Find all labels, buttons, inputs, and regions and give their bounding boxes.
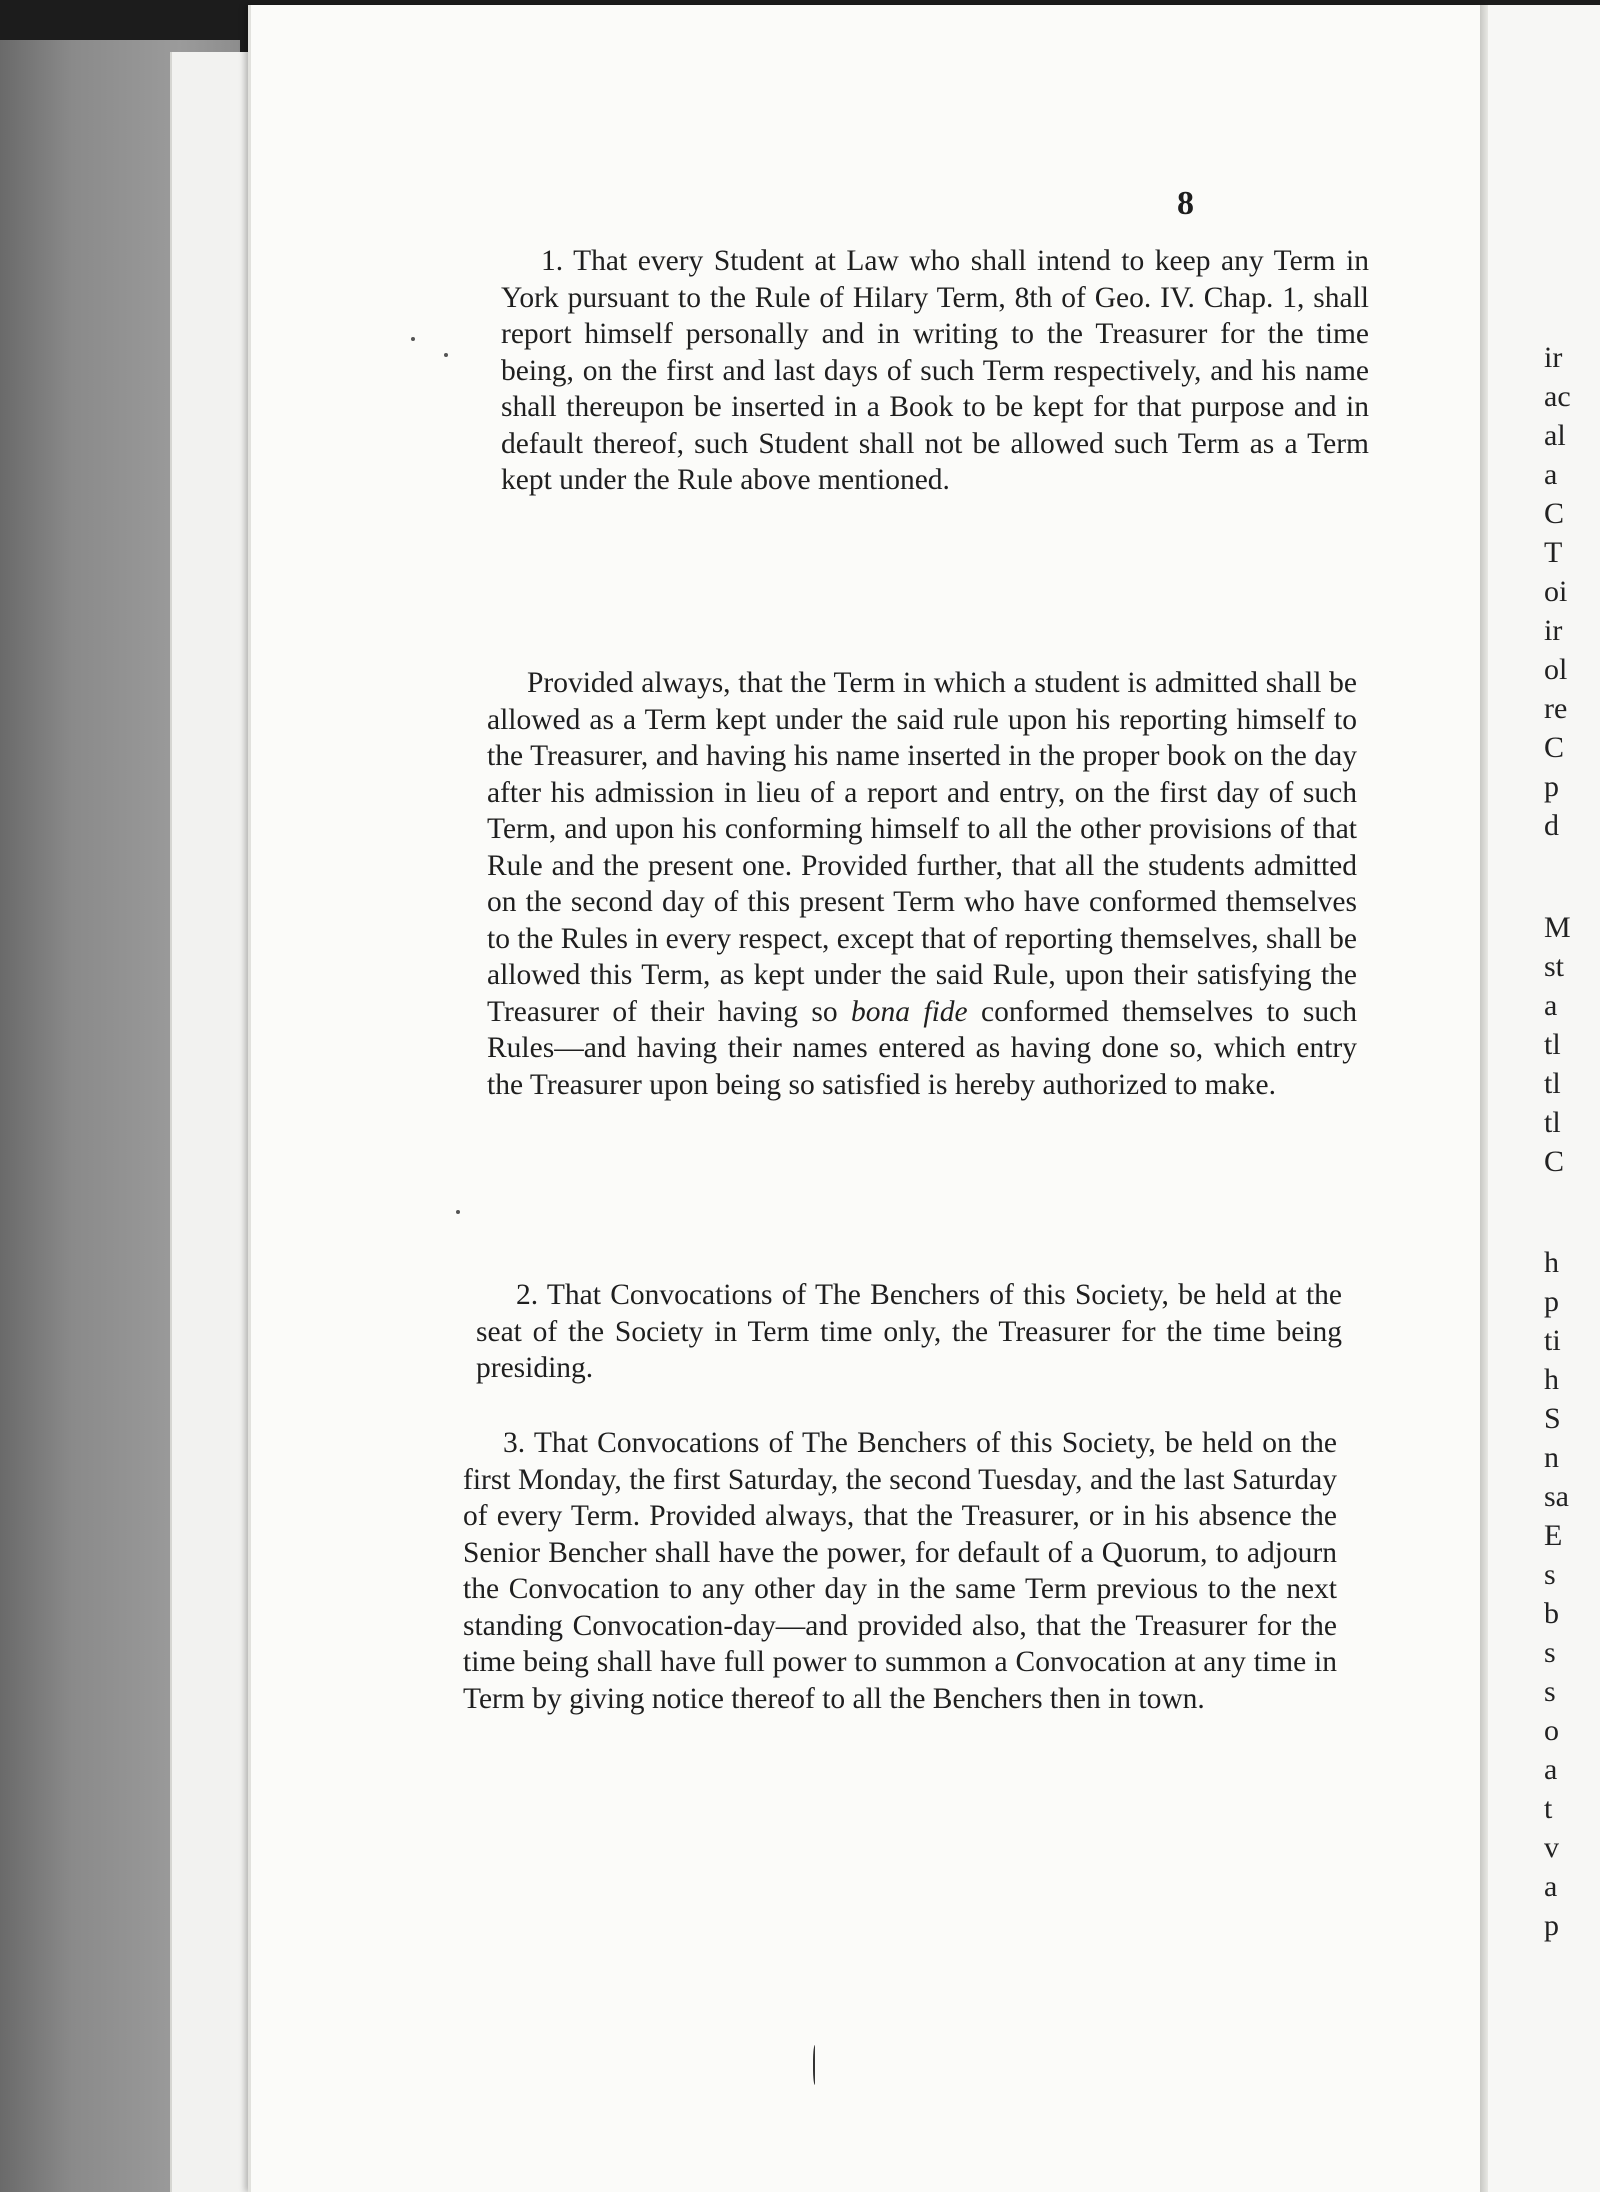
proviso-paragraph	[487, 665, 1357, 1103]
fragment: M	[1544, 911, 1571, 944]
fragment: tl	[1544, 1028, 1561, 1061]
rule-2-paragraph: 2. That Convocations of The Benchers of this Society, be held at the seat of the Society in Term time only, the Treasurer for the time being presiding.	[476, 1279, 1342, 1384]
fragment: T	[1544, 536, 1563, 569]
proviso-italic-term: bona fide	[851, 995, 968, 1028]
fragment: ti	[1544, 1324, 1561, 1357]
fragment: st	[1544, 950, 1565, 983]
fragment: d	[1544, 809, 1559, 842]
document-page	[248, 5, 1483, 2192]
fragment: p	[1544, 1285, 1559, 1318]
fragment: a	[1544, 989, 1558, 1022]
fragment: t	[1544, 1792, 1553, 1825]
fragment: tl	[1544, 1106, 1561, 1139]
fragment: h	[1544, 1363, 1559, 1396]
fragment: ir	[1544, 341, 1563, 374]
paper-mark	[813, 2045, 818, 2085]
proviso-text-part-1: Provided always, that the Term in which a student is admitted shall be allowed as a Term kept under the said rule upon his reporting himself to the Treasurer, and having his name inserted in the proper book on the day after his admission in lieu of a report and entry, on the first day of such Term, and upon his conforming himself to all the other provisions of that Rule and the present one. Provided further, that all the students admitted on the second day of this present Term who have conformed themselves to the Rules in every respect, except that of reporting themselves, shall be allowed this Term, as kept under the said Rule, upon their satisfying the Treasurer of their having so	[487, 667, 1357, 1028]
fragment: oi	[1544, 575, 1568, 608]
fragment: E	[1544, 1519, 1563, 1552]
fragment: re	[1544, 692, 1568, 725]
fragment: ac	[1544, 380, 1571, 413]
paper-speck	[411, 337, 415, 341]
fragment: a	[1544, 458, 1558, 491]
fragment: s	[1544, 1675, 1556, 1708]
proviso-text-part-2: conformed themselves to such Rules—and having their names entered as having done so, which entry the Treasurer upon being so satisfied is hereby authorized to make.	[487, 995, 1357, 1101]
fragment: ir	[1544, 614, 1563, 647]
fragment: s	[1544, 1636, 1556, 1669]
fragment: v	[1544, 1831, 1559, 1864]
paper-speck	[456, 1210, 460, 1214]
fragment: s	[1544, 1558, 1556, 1591]
fragment: ol	[1544, 653, 1568, 686]
fragment: a	[1544, 1870, 1558, 1903]
rule-1-paragraph: 1. That every Student at Law who shall intend to keep any Term in York pursuant to the Rule of Hilary Term, 8th of Geo. IV. Chap. 1, shall report himself personally and in writing to the Treasurer for the time being, on the first and last days of such Term respectively, and his name shall thereupon be inserted in a Book to be kept for that purpose and in default thereof, such Student shall not be allowed such Term as a Term kept under the Rule above mentioned.	[501, 245, 1369, 496]
page-number: 8	[1177, 185, 1194, 222]
fragment: p	[1544, 1909, 1559, 1942]
fragment: p	[1544, 770, 1559, 803]
rule-3-paragraph: 3. That Convocations of The Benchers of this Society, be held on the first Monday, the first Saturday, the second Tuesday, and the last Saturday of every Term. Provided always, that the Treasurer, or in his absence the Senior Bencher shall have the power, for default of a Quorum, to adjourn the Convocation to any other day in the same Term previous to the next standing Convocation-day—and provided also, that the Treasurer for the time being shall have full power to summon a Convocation at any time in Term by giving notice thereof to all the Benchers then in town.	[463, 1427, 1337, 1715]
fragment: C	[1544, 731, 1565, 764]
fragment: b	[1544, 1597, 1559, 1630]
fragment: tl	[1544, 1067, 1561, 1100]
fragment: C	[1544, 1145, 1565, 1178]
fragment: C	[1544, 497, 1565, 530]
fragment: h	[1544, 1246, 1559, 1279]
fragment: sa	[1544, 1480, 1569, 1513]
fragment: S	[1544, 1402, 1561, 1435]
fragment: a	[1544, 1753, 1558, 1786]
paper-speck	[444, 353, 448, 357]
book-gutter	[1480, 5, 1488, 2192]
fragment: al	[1544, 419, 1566, 452]
fragment: n	[1544, 1441, 1559, 1474]
fragment: o	[1544, 1714, 1559, 1747]
